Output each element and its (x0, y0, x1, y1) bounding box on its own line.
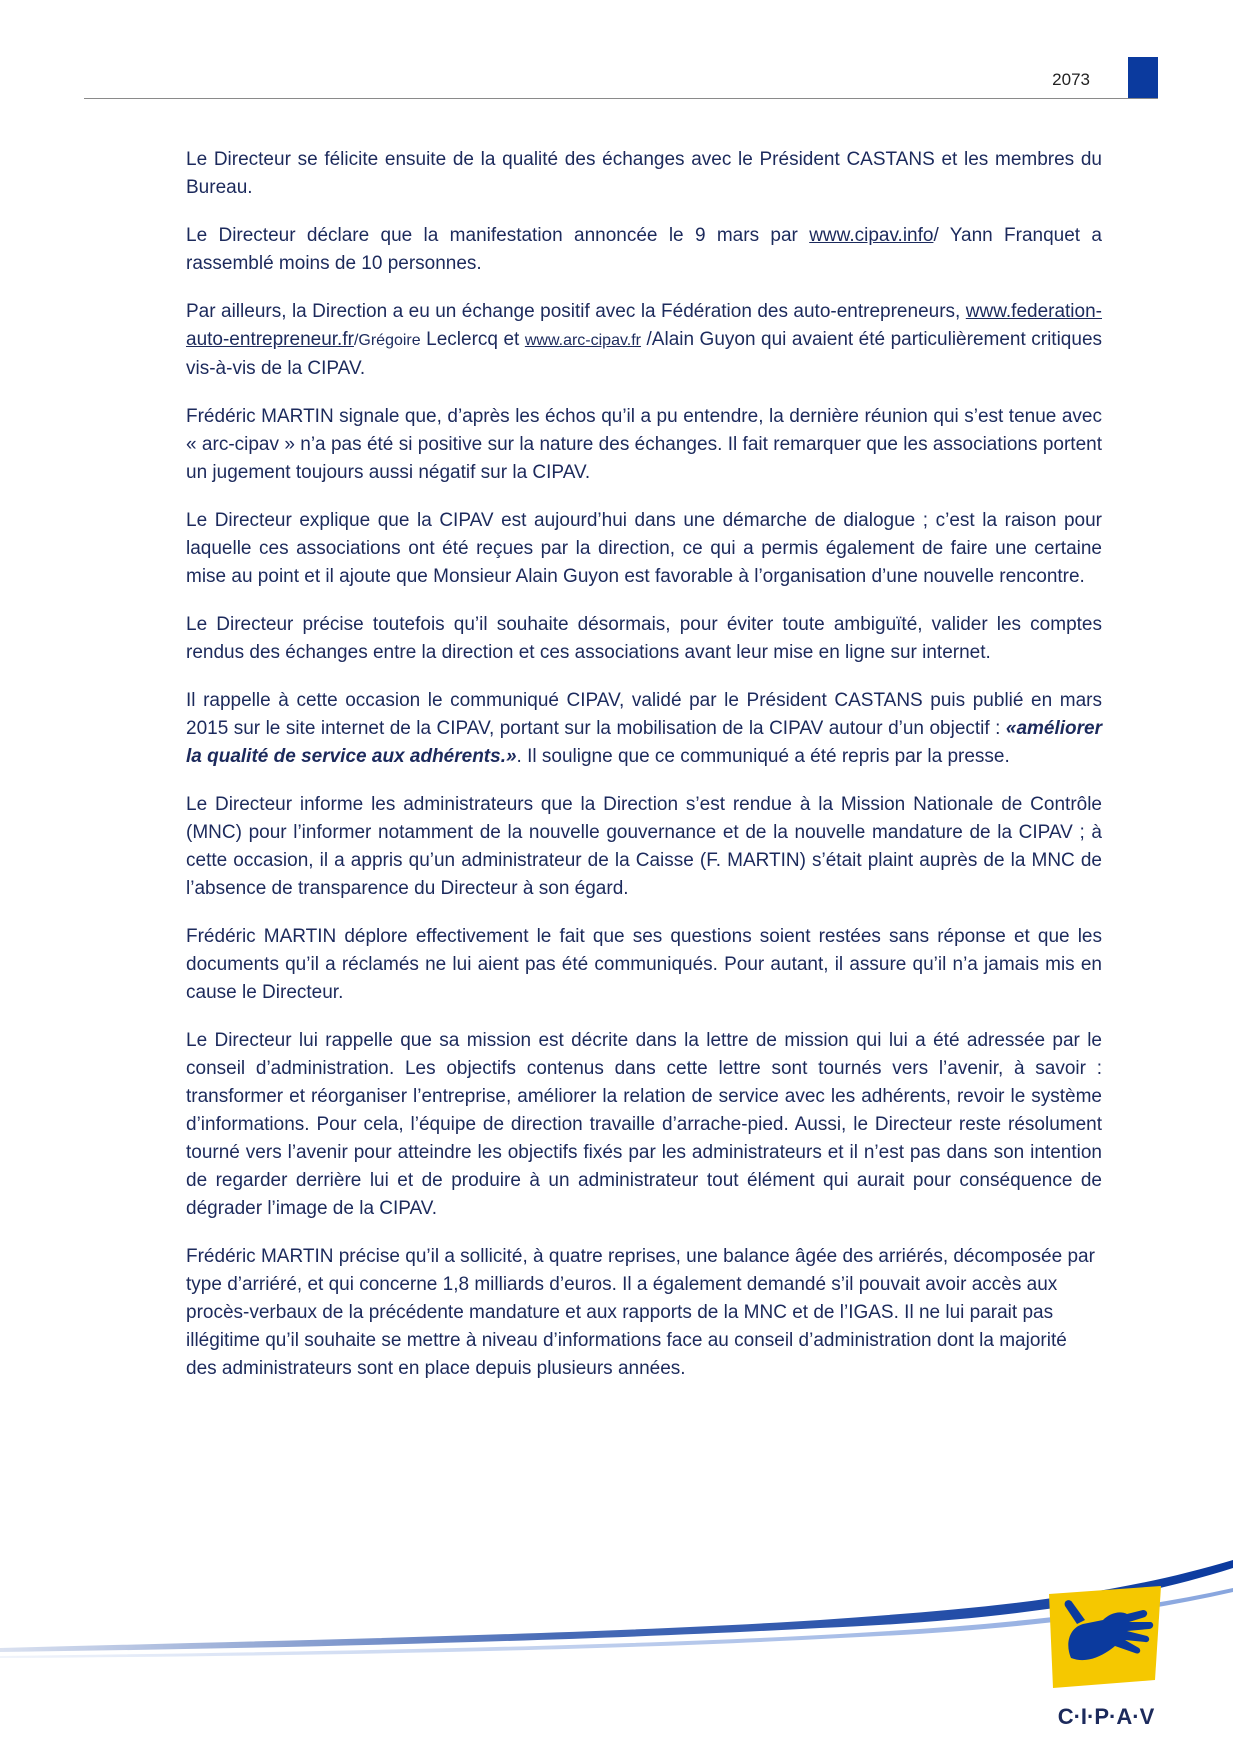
paragraph-5: Le Directeur explique que la CIPAV est aujourd’hui dans une démarche de dialogue ; c’est la raison pour laquelle ces associations ont été reçues par la direction, ce qui a permis également de faire une certaine mise au point et il ajoute que Monsieur Alain Guyon est favorable à l’organisation d’une nouvelle rencontre. (186, 510, 1102, 587)
paragraph-7-text: Il rappelle à cette occasion le communiqué CIPAV, validé par le Président CASTANS puis publié en mars 2015 sur le site internet de la CIPAV, portant sur la mobilisation de la CIPAV autour d’un objectif : (186, 690, 1102, 739)
paragraph-3-text-end: /Alain Guyon qui avaient été particulièrement critiques vis-à-vis de la CIPAV. (186, 329, 1103, 379)
link-cipav-info[interactable]: www.cipav.info (809, 225, 934, 246)
paragraph-7-quote: «améliorer la qualité de service aux adhérents.» (186, 718, 1102, 767)
link-arc-cipav[interactable]: www.arc-cipav.fr (524, 332, 642, 349)
paragraph-3 (186, 298, 1102, 383)
header-accent-block (1128, 57, 1158, 99)
paragraph-10: Le Directeur lui rappelle que sa mission est décrite dans la lettre de mission qui lui a été adressée par le conseil d’administration. Les objectifs contenus dans cette lettre sont tournés vers l’avenir, à savoir : transformer et réorganiser l’entreprise, améliorer la relation de service avec les adhérents, revoir le système d’informations. Pour cela, l’équipe de direction travaille d’arrache-pied. Aussi, le Directeur reste résolument tourné vers l’avenir pour atteindre les objectifs fixés par les administrateurs et il n’est pas dans son intention de regarder derrière lui et de produire à un administrateur tout élément qui aurait pour conséquence de dégrader l’image de la CIPAV. (186, 1030, 1102, 1219)
paragraph-7 (186, 687, 1102, 771)
document-body (186, 146, 1102, 1403)
paragraph-4: Frédéric MARTIN signale que, d’après les échos qu’il a pu entendre, la dernière réunion qui s’est tenue avec « arc-cipav » n’a pas été si positive sur la nature des échanges. Il fait remarquer que les associations portent un jugement toujours aussi négatif sur la CIPAV. (186, 406, 1102, 483)
paragraph-3-text-mid: Leclercq et (420, 329, 525, 350)
link-federation-auto-entrepreneur[interactable]: www.federation-auto-entrepreneur.fr (186, 301, 1102, 350)
paragraph-8: Le Directeur informe les administrateurs que la Direction s’est rendue à la Mission Nationale de Contrôle (MNC) pour l’informer notamment de la nouvelle gouvernance et de la nouvelle mandature de la CIPAV ; à cette occasion, il a appris qu’un administrateur de la Caisse (F. MARTIN) s’était plaint auprès de la MNC de l’absence de transparence du Directeur à son égard. (186, 794, 1102, 899)
paragraph-9: Frédéric MARTIN déplore effectivement le fait que ses questions soient restées sans réponse et que les documents qu’il a réclamés ne lui aient pas été communiqués. Pour autant, il assure qu’il n’a jamais mis en cause le Directeur. (186, 926, 1102, 1003)
paragraph-3-text: Par ailleurs, la Direction a eu un échange positif avec la Fédération des auto-entrepreneurs, (186, 301, 966, 322)
page-number: 2073 (1052, 70, 1090, 89)
header-rule (84, 98, 1158, 99)
paragraph-3-name: /Grégoire (353, 332, 421, 349)
paragraph-11: Frédéric MARTIN précise qu’il a sollicité, à quatre reprises, une balance âgée des arriérés, décomposée par type d’arriéré, et qui concerne 1,8 milliards d’euros. Il a également demandé s’il pouvait avoir accès aux procès-verbaux de la précédente mandature et aux rapports de la MNC et de l’IGAS. Il ne lui parait pas illégitime qu’il souhaite se mettre à niveau d’informations face au conseil d’administration dont la majorité des administrateurs sont en place depuis plusieurs années. (186, 1246, 1095, 1379)
paragraph-1: Le Directeur se félicite ensuite de la qualité des échanges avec le Président CASTANS et les membres du Bureau. (186, 149, 1102, 198)
logo-wordmark: C·I·P·A·V (1057, 1704, 1155, 1729)
paragraph-2-text: Le Directeur déclare que la manifestation annoncée le 9 mars par (186, 225, 810, 246)
paragraph-2-text-end: / Yann Franquet a rassemblé moins de 10 personnes. (186, 225, 1102, 274)
cipav-logo (1043, 1584, 1169, 1734)
paragraph-2 (186, 222, 1102, 278)
paragraph-7-text-end: . Il souligne que ce communiqué a été repris par la presse. (516, 746, 1010, 767)
paragraph-6: Le Directeur précise toutefois qu’il souhaite désormais, pour éviter toute ambiguïté, valider les comptes rendus des échanges entre la direction et ces associations avant leur mise en ligne sur internet. (186, 614, 1102, 663)
